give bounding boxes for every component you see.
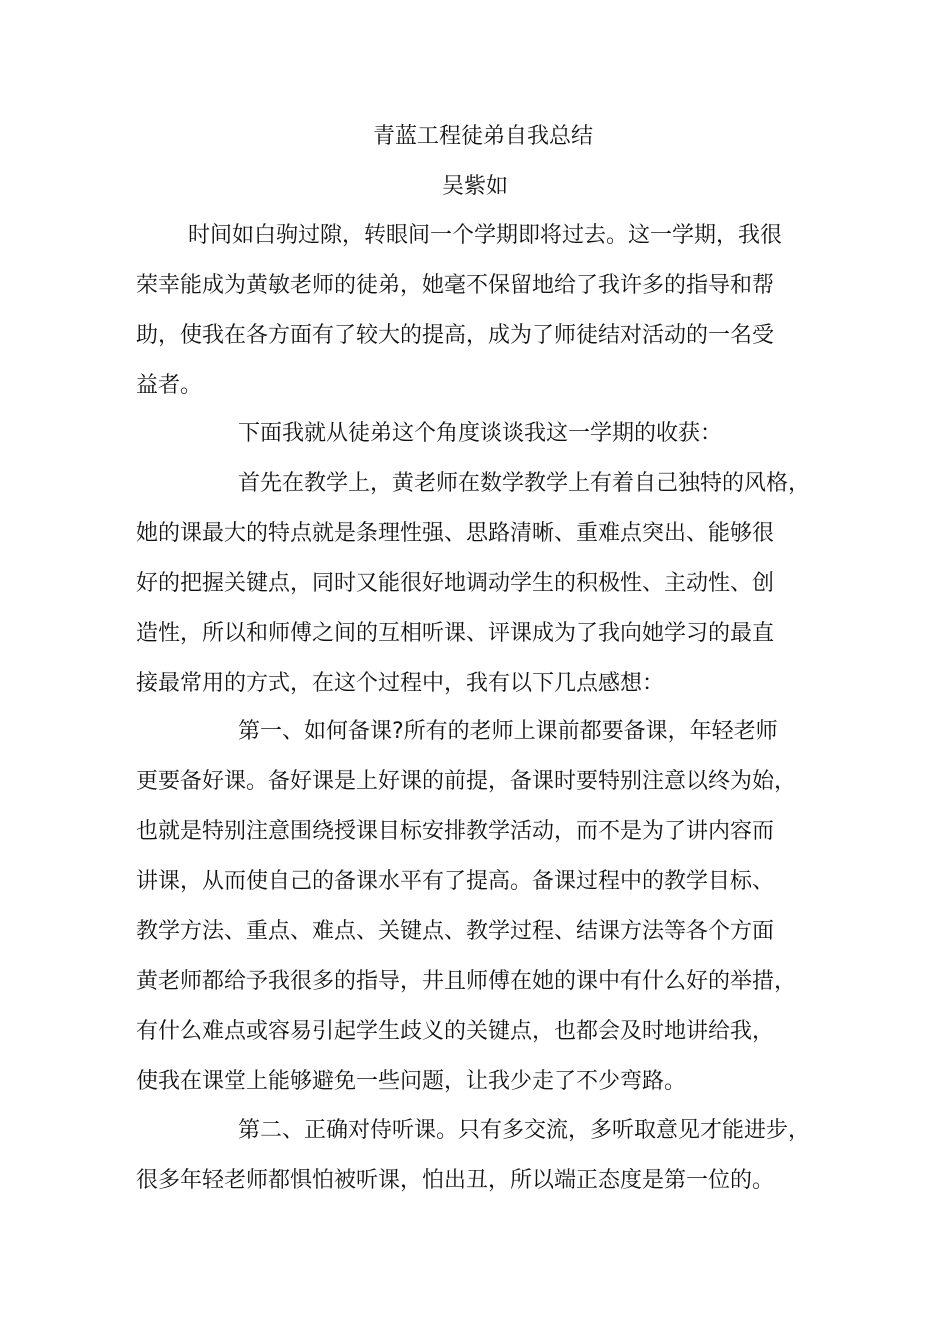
paragraph-line: 黄老师都给予我很多的指导，井且师傅在她的课中有什么好的举措， xyxy=(136,969,797,994)
paragraph-line: 讲课，从而使自己的备课水平有了提高。备课过程中的教学目标、 xyxy=(136,869,775,894)
paragraph-line: 也就是特别注意围绕授课目标安排教学活动，而不是为了讲内容而 xyxy=(136,819,775,844)
paragraph-line: 助，使我在各方面有了较大的提高，成为了师徒结对活动的一名受 xyxy=(136,323,775,348)
paragraph-line: 益者。 xyxy=(136,373,203,398)
paragraph-line: 她的课最大的特点就是条理性强、思路清晰、重难点突出、能够很 xyxy=(136,521,775,546)
document-title: 青蓝工程徒弟自我总结 xyxy=(372,124,593,149)
paragraph-line: 第二、正确对侍听课。只有多交流，多听取意见才能进步， xyxy=(238,1118,811,1143)
paragraph-line: 很多年轻老师都惧怕被听课，怕出丑，所以端正态度是第一位的。 xyxy=(136,1168,775,1193)
paragraph-teaching xyxy=(136,459,846,709)
paragraph-harvest-intro xyxy=(136,409,846,459)
paragraph-lesson-prep xyxy=(136,707,846,1107)
paragraph-line: 荣幸能成为黄敏老师的徒弟，她毫不保留地给了我许多的指导和帮 xyxy=(136,273,775,298)
paragraph-line: 时间如白驹过隙，转眼间一个学期即将过去。这一学期，我很 xyxy=(188,223,783,248)
paragraph-class-observation xyxy=(136,1106,846,1206)
paragraph-line: 好的把握关键点，同时又能很好地调动学生的积极性、主动性、创 xyxy=(136,571,775,596)
paragraph-line: 使我在课堂上能够避免一些问题，让我少走了不少弯路。 xyxy=(136,1069,687,1094)
document-author: 吴紫如 xyxy=(441,174,508,199)
paragraph-line: 教学方法、重点、难点、关键点、教学过程、结课方法等各个方面 xyxy=(136,919,775,944)
paragraph-line: 接最常用的方式，在这个过程中，我有以下几点感想： xyxy=(136,671,665,696)
paragraph-line: 第一、如何备课?所有的老师上课前都要备课，年轻老师 xyxy=(238,719,778,744)
paragraph-line: 有什么难点或容易引起学生歧义的关键点，也都会及时地讲给我， xyxy=(136,1019,775,1044)
paragraph-line: 首先在教学上，黄老师在数学教学上有着自己独特的风格， xyxy=(238,471,811,496)
paragraph-line: 更要备好课。备好课是上好课的前提，备课时要特别注意以终为始， xyxy=(136,769,797,794)
paragraph-intro xyxy=(136,211,846,411)
paragraph-line: 下面我就从徒弟这个角度谈谈我这一学期的收获： xyxy=(238,421,723,446)
paragraph-line: 造性，所以和师傅之间的互相听课、评课成为了我向她学习的最直 xyxy=(136,621,775,646)
